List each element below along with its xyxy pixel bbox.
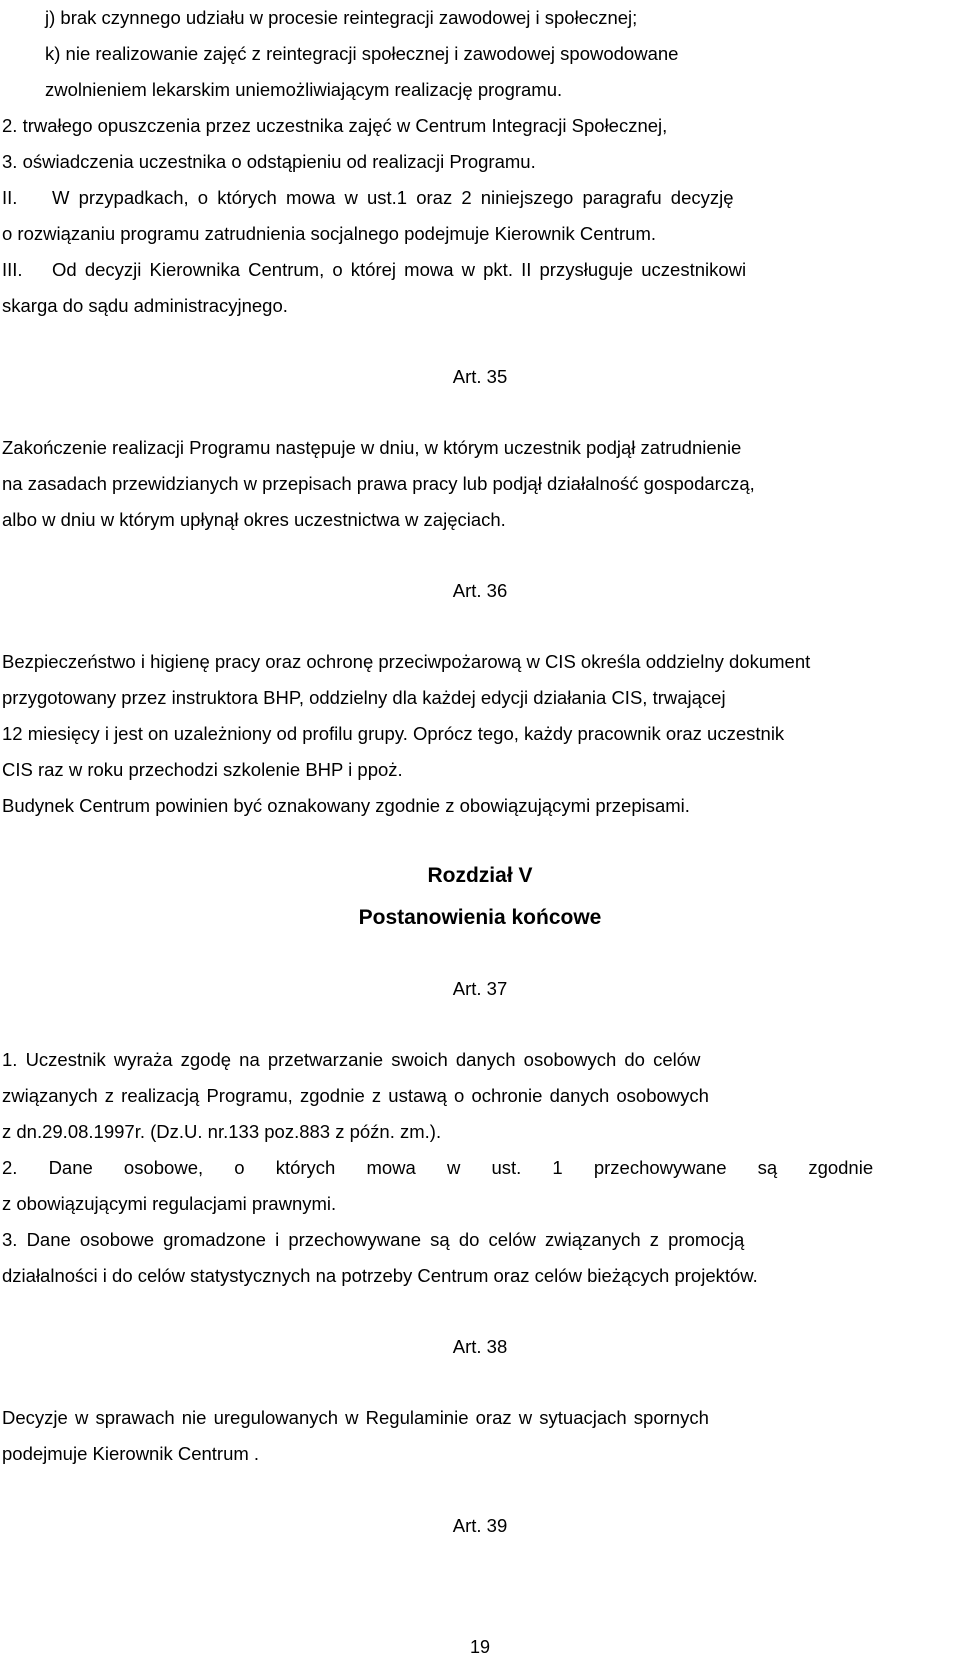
art37-line5: z obowiązującymi regulacjami prawnymi. [2, 1193, 337, 1214]
section-III-text: Od decyzji Kierownika Centrum, o której mowa w pkt. II przysługuje uczestnikowi [52, 259, 747, 280]
section-III-number: III. [2, 259, 23, 280]
art37-line1: 1. Uczestnik wyraża zgodę na przetwarzanie swoich danych osobowych do celów [2, 1049, 701, 1070]
art37-line6: 3. Dane osobowe gromadzone i przechowywane są do celów związanych z promocją [2, 1229, 745, 1250]
art37-title: Art. 37 [452, 978, 508, 999]
section-II-text: W przypadkach, o których mowa w ust.1 oraz 2 niniejszego paragrafu decyzję [52, 187, 734, 208]
list-item-k-cont: zwolnieniem lekarskim uniemożliwiającym realizację programu. [45, 79, 563, 100]
art35-line1: Zakończenie realizacji Programu następuje w dniu, w którym uczestnik podjął zatrudnienie [2, 437, 742, 458]
section-II-line2: o rozwiązaniu programu zatrudnienia socjalnego podejmuje Kierownik Centrum. [2, 223, 657, 244]
art35-line3: albo w dniu w którym upłynął okres uczestnictwa w zajęciach. [2, 509, 506, 530]
art36-line5: Budynek Centrum powinien być oznakowany zgodnie z obowiązującymi przepisami. [2, 795, 690, 816]
art36-line3: 12 miesięcy i jest on uzależniony od profilu grupy. Oprócz tego, każdy pracownik oraz uczestnik [2, 723, 785, 744]
section-III-line2: skarga do sądu administracyjnego. [2, 295, 288, 316]
art38-line1: Decyzje w sprawach nie uregulowanych w Regulaminie oraz w sytuacjach spornych [2, 1407, 709, 1428]
art38-line2: podejmuje Kierownik Centrum . [2, 1443, 260, 1464]
list-item-k: k) nie realizowanie zajęć z reintegracji społecznej i zawodowej spowodowane [45, 43, 679, 64]
section-II-line1 [2, 187, 734, 209]
list-item-2: 2. trwałego opuszczenia przez uczestnika zajęć w Centrum Integracji Społecznej, [2, 115, 668, 136]
art35-title: Art. 35 [452, 366, 508, 387]
art39-title: Art. 39 [452, 1515, 508, 1536]
art36-line1: Bezpieczeństwo i higienę pracy oraz ochronę przeciwpożarową w CIS określa oddzielny dokument [2, 651, 811, 672]
section-II-number: II. [2, 187, 18, 208]
chapter-subtitle: Postanowienia końcowe [358, 906, 602, 929]
section-III-line1 [2, 259, 746, 281]
art36-line2: przygotowany przez instruktora BHP, oddzielny dla każdej edycji działania CIS, trwającej [2, 687, 726, 708]
list-item-j: j) brak czynnego udziału w procesie reintegracji zawodowej i społecznej; [45, 7, 638, 28]
art38-title: Art. 38 [452, 1336, 508, 1357]
art37-line4: 2. Dane osobowe, o których mowa w ust. 1 przechowywane są zgodnie [2, 1157, 874, 1178]
art37-line2: związanych z realizacją Programu, zgodnie z ustawą o ochronie danych osobowych [2, 1085, 709, 1106]
art36-title: Art. 36 [452, 580, 508, 601]
chapter-title: Rozdział V [427, 864, 533, 887]
art36-line4: CIS raz w roku przechodzi szkolenie BHP i ppoż. [2, 759, 403, 780]
art37-line7: działalności i do celów statystycznych na potrzeby Centrum oraz celów bieżących projektów. [2, 1265, 758, 1286]
list-item-3: 3. oświadczenia uczestnika o odstąpieniu od realizacji Programu. [2, 151, 536, 172]
page-number: 19 [469, 1637, 491, 1657]
art35-line2: na zasadach przewidzianych w przepisach prawa pracy lub podjął działalność gospodarczą, [2, 473, 755, 494]
art37-line3: z dn.29.08.1997r. (Dz.U. nr.133 poz.883 z późn. zm.). [2, 1121, 442, 1142]
